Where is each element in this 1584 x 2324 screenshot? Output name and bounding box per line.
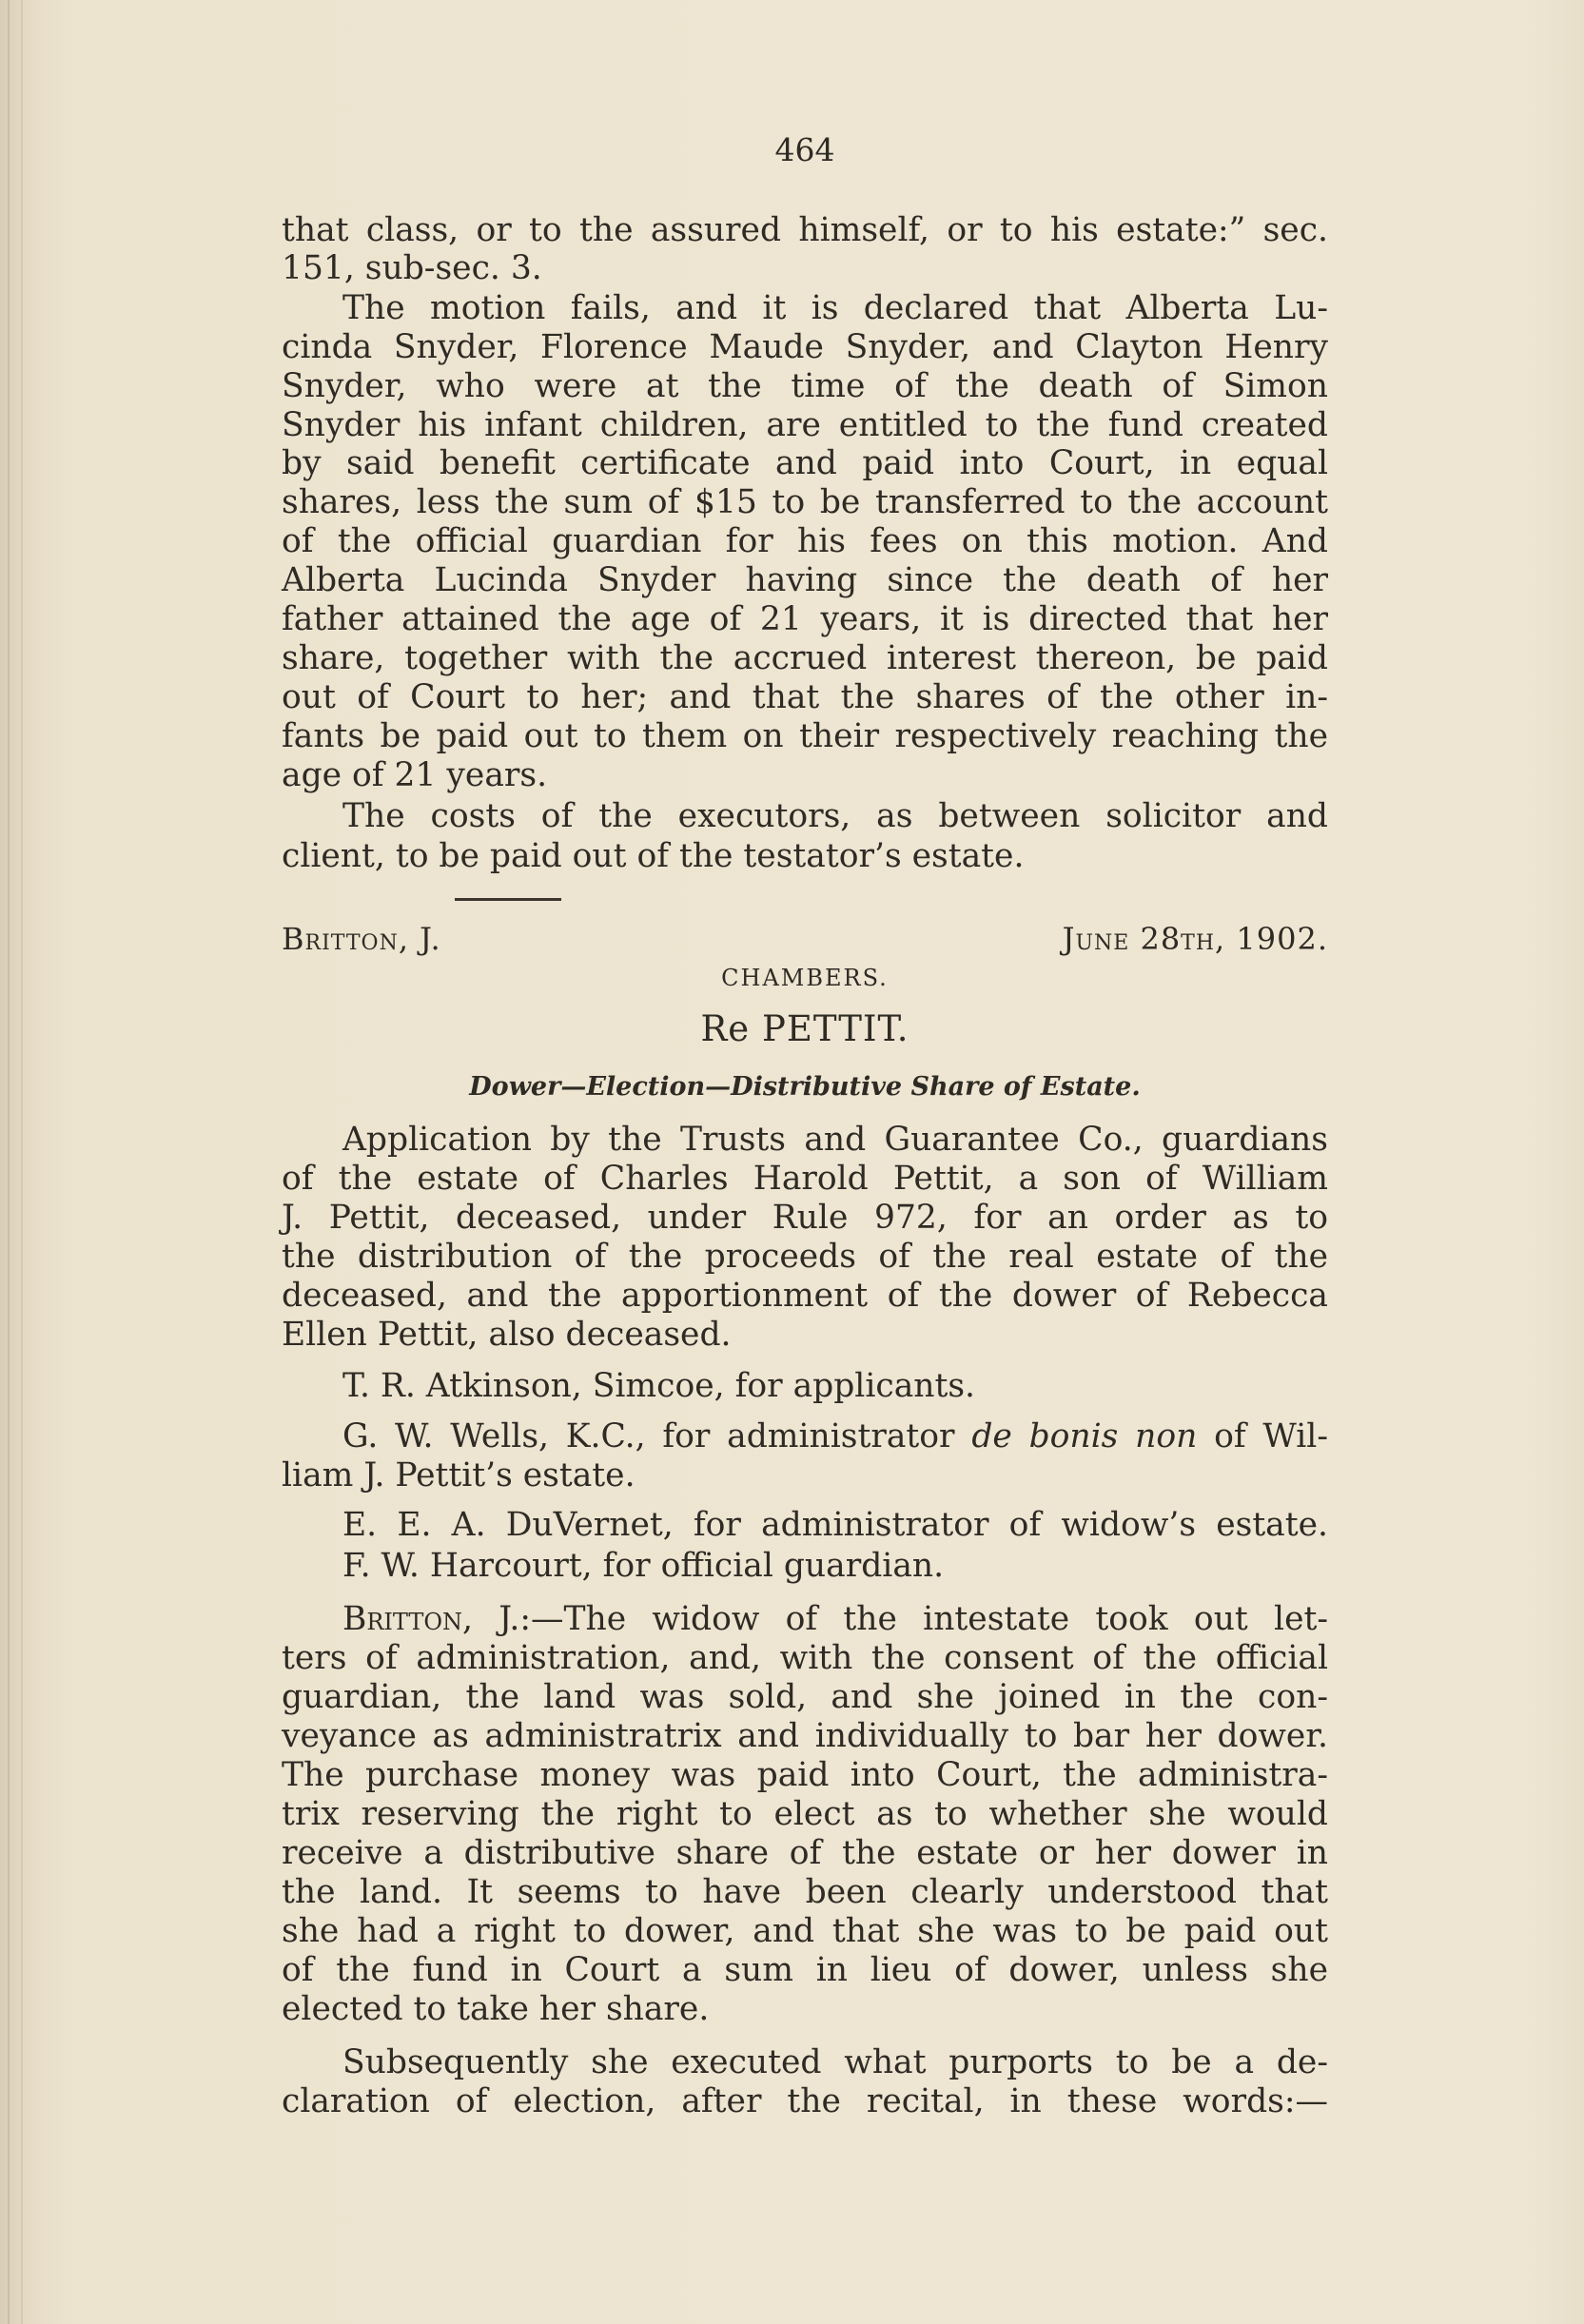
text-line: out of Court to her; and that the shares of the other in- xyxy=(282,678,1328,716)
counsel-line: E. E. A. DuVernet, for administrator of widow’s estate. xyxy=(342,1506,1328,1544)
text-line: that class, or to the assured himself, or to his estate:” sec. xyxy=(282,211,1328,249)
judgment-date: June 28th, 1902. xyxy=(1062,921,1328,957)
text-line: The motion fails, and it is declared that Alberta Lu- xyxy=(342,289,1328,327)
text-line: deceased, and the apportionment of the dower of Rebecca xyxy=(282,1277,1328,1315)
text-line: Subsequently she executed what purports to be a de- xyxy=(342,2043,1328,2081)
text-line: Snyder, who were at the time of the death of Simon xyxy=(282,367,1328,405)
text-line: trix reserving the right to elect as to whether she would xyxy=(282,1795,1328,1833)
court-chambers: CHAMBERS. xyxy=(721,965,889,991)
text-line: of the estate of Charles Harold Pettit, a son of William xyxy=(282,1160,1328,1198)
counsel-line: liam J. Pettit’s estate. xyxy=(282,1456,636,1494)
counsel-text: of Wil- xyxy=(1197,1417,1328,1455)
headnote: Dower—Election—Distributive Share of Estate. xyxy=(469,1072,1141,1102)
text-line: the land. It seems to have been clearly understood that xyxy=(282,1873,1328,1911)
counsel-text: G. W. Wells, K.C., for administrator xyxy=(342,1417,972,1455)
text-line: 151, sub-sec. 3. xyxy=(282,249,542,287)
text-line: shares, less the sum of $15 to be transferred to the account xyxy=(282,483,1328,521)
counsel-line xyxy=(282,1417,1328,1455)
text-line: of the fund in Court a sum in lieu of dower, unless she xyxy=(282,1951,1328,1989)
text-line: by said benefit certificate and paid into Court, in equal xyxy=(282,444,1328,482)
text-line: ters of administration, and, with the consent of the official xyxy=(282,1639,1328,1677)
binding-edge xyxy=(8,0,10,2324)
latin-phrase: de bonis non xyxy=(971,1417,1198,1455)
text-line: client, to be paid out of the testator’s estate. xyxy=(282,837,1025,875)
text-line: Ellen Pettit, also deceased. xyxy=(282,1316,732,1354)
text-line: elected to take her share. xyxy=(282,1990,710,2028)
counsel-line: F. W. Harcourt, for official guardian. xyxy=(342,1547,945,1585)
page-number: 464 xyxy=(774,131,835,168)
text-line: Alberta Lucinda Snyder having since the death of her xyxy=(282,561,1328,599)
text-line: share, together with the accrued interest thereon, be paid xyxy=(282,639,1328,677)
counsel-line: T. R. Atkinson, Simcoe, for applicants. xyxy=(342,1367,976,1405)
text-line: guardian, the land was sold, and she joined in the con- xyxy=(282,1678,1328,1716)
text-line: claration of election, after the recital, in these words:— xyxy=(282,2082,1328,2120)
text-line: Application by the Trusts and Guarantee Co., guardians xyxy=(342,1121,1328,1159)
text-line: age of 21 years. xyxy=(282,756,548,794)
text-line xyxy=(282,1600,1328,1638)
case-title: Re PETTIT. xyxy=(700,1008,909,1049)
section-divider xyxy=(455,898,561,901)
text-line: The purchase money was paid into Court, the administra- xyxy=(282,1756,1328,1794)
text-line: the distribution of the proceeds of the real estate of the xyxy=(282,1238,1328,1276)
text-line: receive a distributive share of the estate or her dower in xyxy=(282,1834,1328,1872)
text-line: she had a right to dower, and that she was to be paid out xyxy=(282,1912,1328,1950)
text-line: Snyder his infant children, are entitled to the fund created xyxy=(282,406,1328,444)
text-line: fants be paid out to them on their respectively reaching the xyxy=(282,717,1328,755)
judge-speaker: Britton, J.: xyxy=(342,1600,532,1638)
judge-name: Britton, J. xyxy=(282,921,441,957)
text-line: The costs of the executors, as between solicitor and xyxy=(342,797,1328,835)
text-line: of the official guardian for his fees on this motion. And xyxy=(282,522,1328,560)
text-line: cinda Snyder, Florence Maude Snyder, and Clayton Henry xyxy=(282,328,1328,366)
judgment-text: —The widow of the intestate took out let- xyxy=(531,1600,1329,1638)
text-line: J. Pettit, deceased, under Rule 972, for an order as to xyxy=(282,1199,1328,1237)
binding-edge-inner xyxy=(21,0,23,2324)
text-line: veyance as administratrix and individually to bar her dower. xyxy=(282,1717,1328,1755)
text-line: father attained the age of 21 years, it is directed that her xyxy=(282,600,1328,638)
